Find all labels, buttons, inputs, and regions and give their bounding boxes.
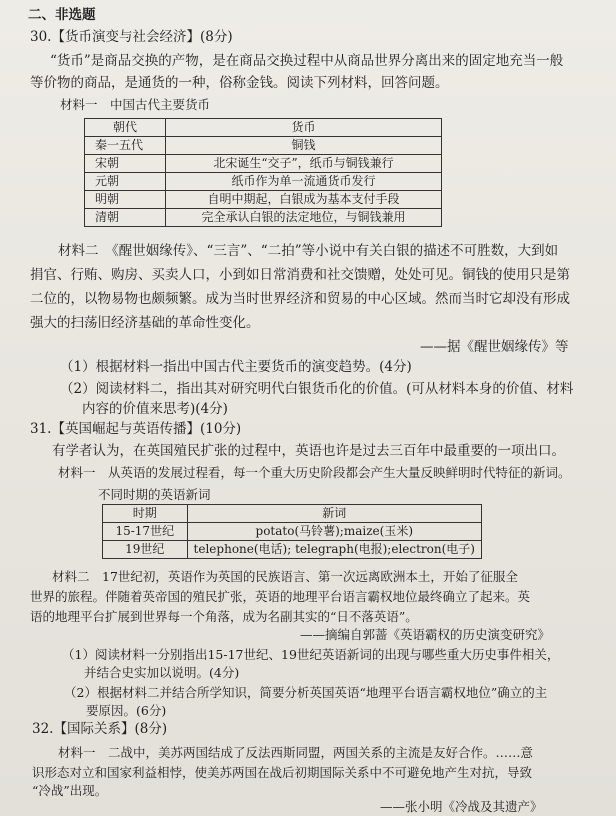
q30-material-2-line: 材料二 《醒世姻缘传》、“三言”、“二拍”等小说中有关白银的描述不可胜数，大到如	[58, 243, 559, 259]
table-header-row	[103, 505, 482, 523]
table-header-cell: 朝代	[85, 119, 166, 137]
q31-material-2-line: 语的地理平台扩展到世界每一个角落，成为名副其实的“日不落英语”。	[30, 609, 418, 624]
table-header-row	[85, 119, 442, 137]
q30-question-2: （2）阅读材料二，指出其对研究明代白银货币化的价值。(可从材料本身的价值、材料	[60, 381, 574, 397]
table-header-cell: 时期	[103, 505, 188, 523]
table-header-cell: 货币	[166, 119, 442, 137]
table-header-cell: 新词	[187, 505, 481, 523]
q30-intro-line-1: “货币”是商品交换的产物，是在商品交换过程中从商品世界分离出来的固定地充当一般	[50, 53, 564, 69]
q30-question-1: （1）根据材料一指出中国古代主要货币的演变趋势。(4分)	[60, 359, 412, 375]
q30-material-2-source: ——据《醒世姻缘传》等	[420, 339, 569, 355]
table-cell: telephone(电话); telegraph(电报);electron(电子)	[187, 541, 481, 559]
table-cell: 清朝	[85, 209, 166, 227]
table-cell: 纸币作为单一流通货币发行	[166, 173, 442, 191]
table-row	[85, 191, 442, 209]
table-cell: 宋朝	[85, 155, 166, 173]
q31-table-caption: 不同时期的英语新词	[98, 487, 211, 502]
q30-intro-line-2: 等价物的商品，是通货的一种，俗称金钱。阅读下列材料，回答问题。	[30, 75, 449, 91]
table-row	[85, 173, 442, 191]
table-cell: 15-17世纪	[103, 523, 188, 541]
q30-material-2-line: 强大的扫荡旧经济基础的革命性变化。	[30, 315, 260, 331]
table-row	[85, 137, 442, 155]
table-row	[85, 155, 442, 173]
q31-material-2-line: 世界的旅程。伴随着英帝国的殖民扩张，英语的地理平台语言霸权地位最终确立了起来。英	[30, 589, 531, 604]
q30-material-2-line: 捐官、行贿、购房、买卖人口，小到如日常消费和社交馈赠，处处可见。铜钱的使用只是第	[30, 267, 570, 283]
table-row	[103, 541, 482, 559]
q32-title: 32.【国际关系】(8分)	[32, 721, 168, 737]
table-cell: 铜钱	[166, 137, 442, 155]
q30-material-1-label: 材料一 中国古代主要货币	[60, 97, 211, 112]
q30-material-2-line: 二位的，以物易物也颇频繁。成为当时世界经济和贸易的中心区域。然而当时它却没有形成	[30, 291, 570, 307]
table-cell: 秦一五代	[85, 137, 166, 155]
table-cell: 完全承认白银的法定地位，与铜钱兼用	[166, 209, 442, 227]
q31-question-2: （2）根据材料二并结合所学知识，简要分析英国英语“地理平台语言霸权地位”确立的主	[64, 685, 548, 700]
table-cell: 明朝	[85, 191, 166, 209]
q31-title: 31.【英国崛起与英语传播】(10分)	[30, 421, 242, 437]
table-cell: 自明中期起，白银成为基本支付手段	[166, 191, 442, 209]
q31-material-2-source: ——摘编自郭蔷《英语霸权的历史演变研究》	[300, 627, 551, 642]
q31-question-1-cont: 并结合史实加以说明。(4分)	[84, 665, 240, 680]
q32-material-1-line: 识形态对立和国家利益相悖，使美苏两国在战后初期国际关系中不可避免地产生对抗，导致	[32, 765, 533, 780]
table-cell: 19世纪	[103, 541, 188, 559]
table-cell: potato(马铃薯);maize(玉米)	[187, 523, 481, 541]
table-row	[103, 523, 482, 541]
section-header: 二、非选题	[28, 7, 96, 23]
table-row	[85, 209, 442, 227]
q31-intro: 有学者认为，在英国殖民扩张的过程中，英语也许是过去三百年中最重要的一项出口。	[52, 443, 565, 459]
q31-material-2-line: 材料二 17世纪初，英语作为英国的民族语言、第一次远离欧洲本土，开始了征服全	[52, 569, 518, 584]
q32-source: ——张小明《冷战及其遗产》	[380, 799, 543, 814]
q30-title: 30.【货币演变与社会经济】(8分)	[30, 29, 233, 45]
q31-material-1: 材料一 从英语的发展过程看，每一个重大历史阶段都会产生大量反映鲜明时代特征的新词。	[58, 465, 571, 480]
table-cell: 元朝	[85, 173, 166, 191]
q32-material-1-line: “冷战”出现。	[32, 783, 108, 798]
q30-question-2-cont: 内容的价值来思考)(4分)	[82, 401, 228, 417]
q30-currency-table	[84, 118, 442, 227]
q31-question-2-cont: 要原因。(6分)	[86, 703, 167, 718]
q31-question-1: （1）阅读材料一分别指出15-17世纪、19世纪英语新词的出现与哪些重大历史事件相关，	[62, 647, 560, 662]
q31-neologism-table	[102, 504, 482, 559]
q32-material-1-line: 材料一 二战中，美苏两国结成了反法西斯同盟，两国关系的主流是友好合作。……意	[58, 745, 534, 760]
table-cell: 北宋诞生“交子”，纸币与铜钱兼行	[166, 155, 442, 173]
